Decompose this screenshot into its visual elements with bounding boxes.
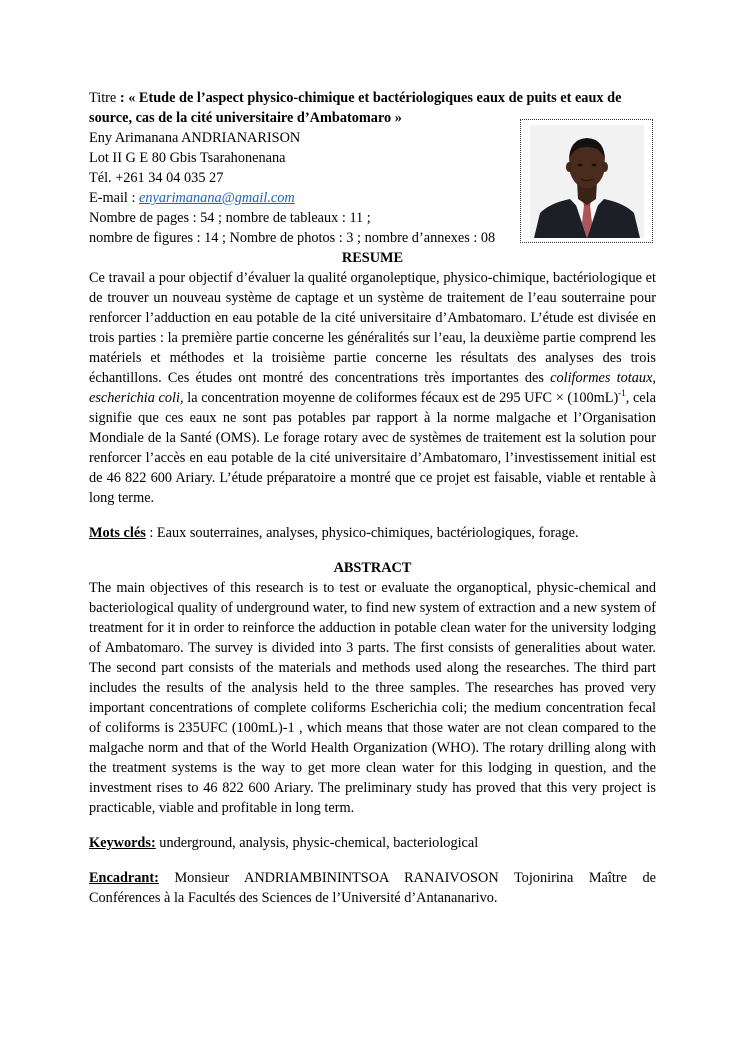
- title-text: : « Etude de l’aspect physico-chimique et bactériologiques eaux de puits et eaux de source, cas de la cité universitaire d’Ambatomaro »: [89, 90, 622, 126]
- author-email-line: [89, 188, 656, 208]
- keywords-line: [89, 833, 656, 853]
- mots-cles-label: Mots clés: [89, 525, 146, 541]
- document-page: [89, 88, 656, 908]
- author-address: Lot II G E 80 Gbis Tsarahonenana: [89, 150, 286, 166]
- keywords-label: Keywords:: [89, 835, 156, 851]
- abstract-heading: ABSTRACT: [333, 560, 412, 576]
- mots-cles-text: : Eaux souterraines, analyses, physico-chimiques, bactériologiques, forage.: [145, 525, 579, 541]
- resume-text-3: , cela signifie que ces eaux ne sont pas potables par rapport à la norme malgache et l’Organisation Mondiale de la Santé (OMS). Le forage rotary avec de systèmes de traitement est la solution pour renforcer l’accès en eau potable de la cité universitaire d’Ambatomaro, l’investissement initial est de 46 822 600 Ariary. L’étude préparatoire a montré que ce projet est faisable, viable et rentable à long terme.: [89, 390, 656, 506]
- resume-paragraph: [89, 268, 656, 508]
- mots-cles-line: [89, 523, 656, 543]
- resume-text-1: Ce travail a pour objectif d’évaluer la qualité organoleptique, physico-chimique, bactériologique et de trouver un nouveau système de captage et un système de traitement de l’eau souterraine pour renforcer l’adduction en eau potable de la cité universitaire d’Ambatomaro. L’étude est divisée en trois parties : la première partie concerne les généralités sur l’eau, la deuxième partie comprend les matériels et méthodes et la troisième partie concerne les résultats des analyses des trois échantillons. Ces études ont montré des concentrations très importantes des: [89, 270, 656, 386]
- counts-line-2: nombre de figures : 14 ; Nombre de photos : 3 ; nombre d’annexes : 08: [89, 230, 496, 246]
- encadrant-line: [89, 868, 656, 908]
- encadrant-label: Encadrant:: [89, 870, 159, 886]
- author-name: Eny Arimanana ANDRIANARISON: [89, 130, 301, 146]
- keywords-text: underground, analysis, physic-chemical, bacteriological: [155, 835, 479, 851]
- title-prefix: Titre: [89, 90, 120, 106]
- resume-heading: RESUME: [341, 250, 404, 266]
- email-label: E-mail :: [89, 190, 140, 206]
- email-link[interactable]: enyarimanana@gmail.com: [139, 190, 295, 206]
- document-title: [89, 88, 656, 128]
- abstract-paragraph: The main objectives of this research is to test or evaluate the organoptical, physic-chemical and bacteriological quality of underground water, to find new system of extraction and a new system of treatment for it in order to reinforce the adduction in potable clean water for the university lodging of Ambatomaro. The survey is divided into 3 parts. The first consists of generalities about water. The second part consists of the materials and methods used along the researches. The third part includes the results of the analysis held to the three samples. The researches has proved very important concentrations of complete coliforms Escherichia coli; the medium concentration fecal of coliforms is 235UFC (100mL)-1 , which means that those water are not clean compared to the malgache norm and that of the World Health Organization (WHO). The rotary drilling along with the treatment systems is the way to get more clean water for this lodging in question, and the investment rises to 46 822 600 Ariary. The preliminary study has proved that this very project is practicable, viable and profitable in long term.: [89, 580, 656, 816]
- author-phone: Tél. +261 34 04 035 27: [89, 170, 224, 186]
- encadrant-text: Monsieur ANDRIAMBININTSOA RANAIVOSON Tojonirina Maître de Conférences à la Facultés des Sciences de l’Université d’Antananarivo.: [89, 870, 656, 906]
- resume-superscript: -1: [618, 388, 626, 399]
- counts-line-1: Nombre de pages : 54 ; nombre de tableaux : 11 ;: [89, 210, 371, 226]
- resume-text-2: la concentration moyenne de coliformes fécaux est de 295 UFC × (100mL): [183, 390, 619, 406]
- resume-italic: coliformes totaux, escherichia coli,: [89, 370, 656, 406]
